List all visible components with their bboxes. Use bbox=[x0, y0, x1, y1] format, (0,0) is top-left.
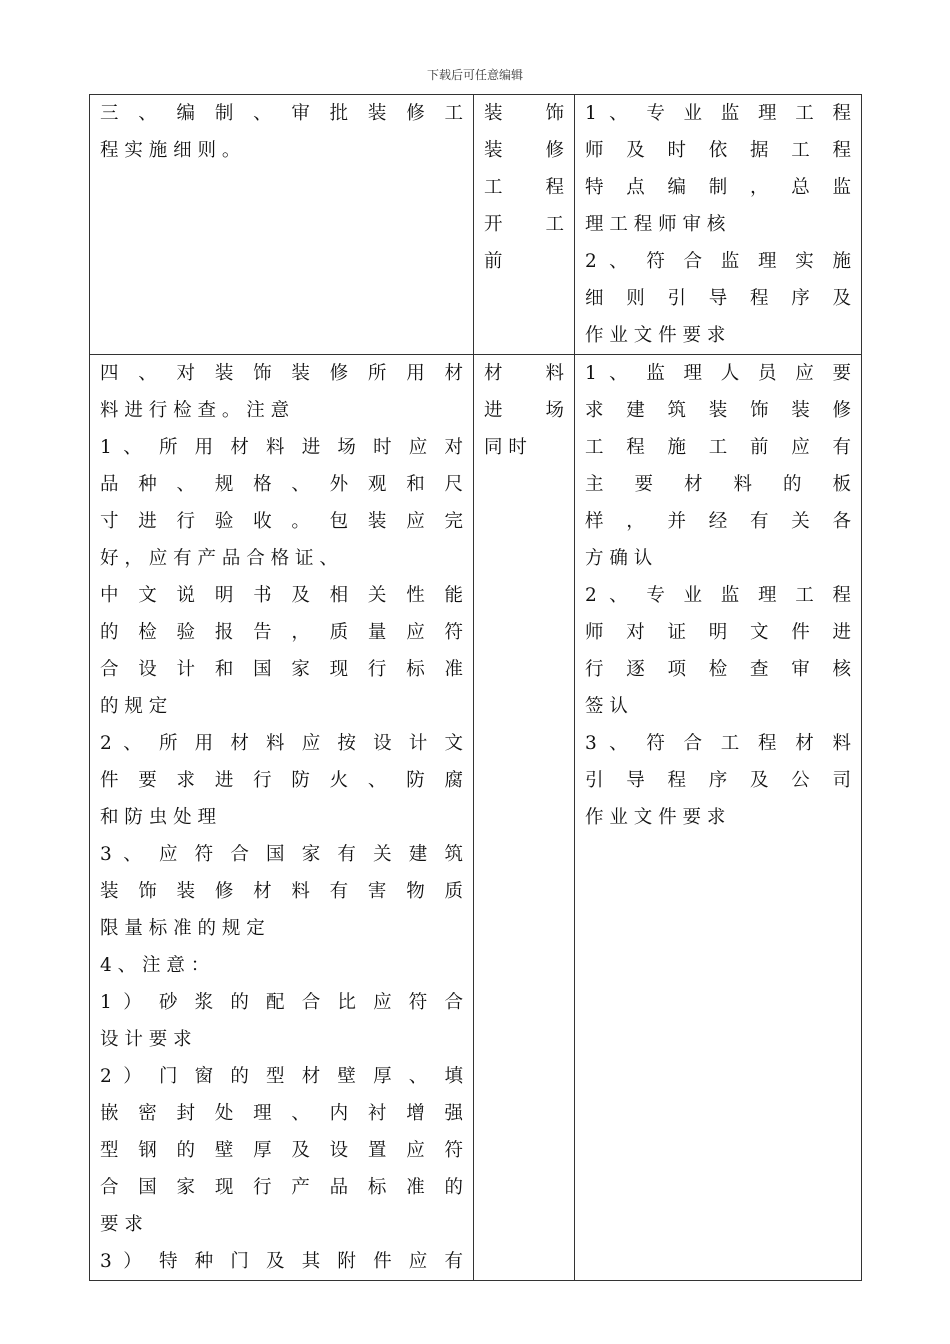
cell-text-line: 料 进 行 检 查 。 注 意 bbox=[100, 400, 290, 421]
cell-text-line: 同 时 bbox=[484, 437, 527, 458]
cell-text-line: 1 、 所 用 材 料 进 场 时 应 对 bbox=[100, 437, 463, 458]
cell-text-line: 装 饰 bbox=[484, 103, 564, 124]
cell-text-line: 程 实 施 细 则 。 bbox=[100, 140, 241, 161]
cell-text-line: 工 程 bbox=[484, 177, 564, 198]
table-row bbox=[90, 355, 862, 1281]
cell-text-line: 作 业 文 件 要 求 bbox=[585, 807, 726, 828]
requirement-cell bbox=[575, 355, 862, 1281]
timing-cell bbox=[474, 355, 575, 1281]
cell-text-line: 师 对 证 明 文 件 进 bbox=[585, 622, 851, 643]
cell-text-line: 作 业 文 件 要 求 bbox=[585, 325, 726, 346]
cell-text-line: 和 防 虫 处 理 bbox=[100, 807, 217, 828]
cell-text-line: 设 计 要 求 bbox=[100, 1029, 192, 1050]
cell-text-line: 工 程 施 工 前 应 有 bbox=[585, 437, 851, 458]
cell-text-line: 特 点 编 制 ， 总 监 bbox=[585, 177, 851, 198]
cell-text-line: 材 料 bbox=[484, 363, 564, 384]
cell-text-line: 四 、 对 装 饰 装 修 所 用 材 bbox=[100, 363, 463, 384]
cell-text-line: 细 则 引 导 程 序 及 bbox=[585, 288, 851, 309]
page-header: 下载后可任意编辑 bbox=[426, 68, 523, 82]
timing-cell bbox=[474, 95, 575, 355]
cell-text-line: 装 饰 装 修 材 料 有 害 物 质 bbox=[100, 881, 463, 902]
cell-text-line: 3 ） 特 种 门 及 其 附 件 应 有 bbox=[100, 1251, 463, 1272]
cell-text-line: 方 确 认 bbox=[585, 548, 653, 569]
cell-text-line: 签 认 bbox=[585, 696, 628, 717]
cell-text-line: 中 文 说 明 书 及 相 关 性 能 bbox=[100, 585, 463, 606]
cell-text-line: 的 检 验 报 告 ， 质 量 应 符 bbox=[100, 622, 463, 643]
cell-text-line: 求 建 筑 装 饰 装 修 bbox=[585, 400, 851, 421]
cell-text-line: 前 bbox=[484, 251, 503, 272]
cell-text-line: 品 种 、 规 格 、 外 观 和 尺 bbox=[100, 474, 463, 495]
cell-text-line: 1 、 监 理 人 员 应 要 bbox=[585, 363, 851, 384]
supervision-table bbox=[89, 94, 862, 1281]
cell-text-line: 理 工 程 师 审 核 bbox=[585, 214, 726, 235]
cell-text-line: 限 量 标 准 的 规 定 bbox=[100, 918, 265, 939]
cell-text-line: 进 场 bbox=[484, 400, 564, 421]
cell-text-line: 2 、 专 业 监 理 工 程 bbox=[585, 585, 851, 606]
item-cell bbox=[90, 355, 474, 1281]
cell-text-line: 2 ） 门 窗 的 型 材 壁 厚 、 填 bbox=[100, 1066, 463, 1087]
requirement-cell bbox=[575, 95, 862, 355]
cell-text-line: 3 、 应 符 合 国 家 有 关 建 筑 bbox=[100, 844, 463, 865]
cell-text-line: 装 修 bbox=[484, 140, 564, 161]
cell-text-line: 2 、 所 用 材 料 应 按 设 计 文 bbox=[100, 733, 463, 754]
cell-text-line: 主 要 材 料 的 板 bbox=[585, 474, 851, 495]
cell-text-line: 行 逐 项 检 查 审 核 bbox=[585, 659, 851, 680]
cell-text-line: 3 、 符 合 工 程 材 料 bbox=[585, 733, 851, 754]
table-row bbox=[90, 95, 862, 355]
item-cell bbox=[90, 95, 474, 355]
cell-text-line: 样 ， 并 经 有 关 各 bbox=[585, 511, 851, 532]
cell-text-line: 寸 进 行 验 收 。 包 装 应 完 bbox=[100, 511, 463, 532]
cell-text-line: 件 要 求 进 行 防 火 、 防 腐 bbox=[100, 770, 463, 791]
cell-text-line: 合 国 家 现 行 产 品 标 准 的 bbox=[100, 1177, 463, 1198]
cell-text-line: 2 、 符 合 监 理 实 施 bbox=[585, 251, 851, 272]
cell-text-line: 好 ， 应 有 产 品 合 格 证 、 bbox=[100, 548, 338, 569]
cell-text-line: 合 设 计 和 国 家 现 行 标 准 bbox=[100, 659, 463, 680]
cell-text-line: 三 、 编 制 、 审 批 装 修 工 bbox=[100, 103, 463, 124]
cell-text-line: 开 工 bbox=[484, 214, 564, 235]
cell-text-line: 1 ） 砂 浆 的 配 合 比 应 符 合 bbox=[100, 992, 463, 1013]
cell-text-line: 4 、 注 意 ： bbox=[100, 955, 210, 976]
cell-text-line: 型 钢 的 壁 厚 及 设 置 应 符 bbox=[100, 1140, 463, 1161]
cell-text-line: 要 求 bbox=[100, 1214, 143, 1235]
cell-text-line: 引 导 程 序 及 公 司 bbox=[585, 770, 851, 791]
cell-text-line: 的 规 定 bbox=[100, 696, 168, 717]
cell-text-line: 师 及 时 依 据 工 程 bbox=[585, 140, 851, 161]
cell-text-line: 嵌 密 封 处 理 、 内 衬 增 强 bbox=[100, 1103, 463, 1124]
cell-text-line: 1 、 专 业 监 理 工 程 bbox=[585, 103, 851, 124]
